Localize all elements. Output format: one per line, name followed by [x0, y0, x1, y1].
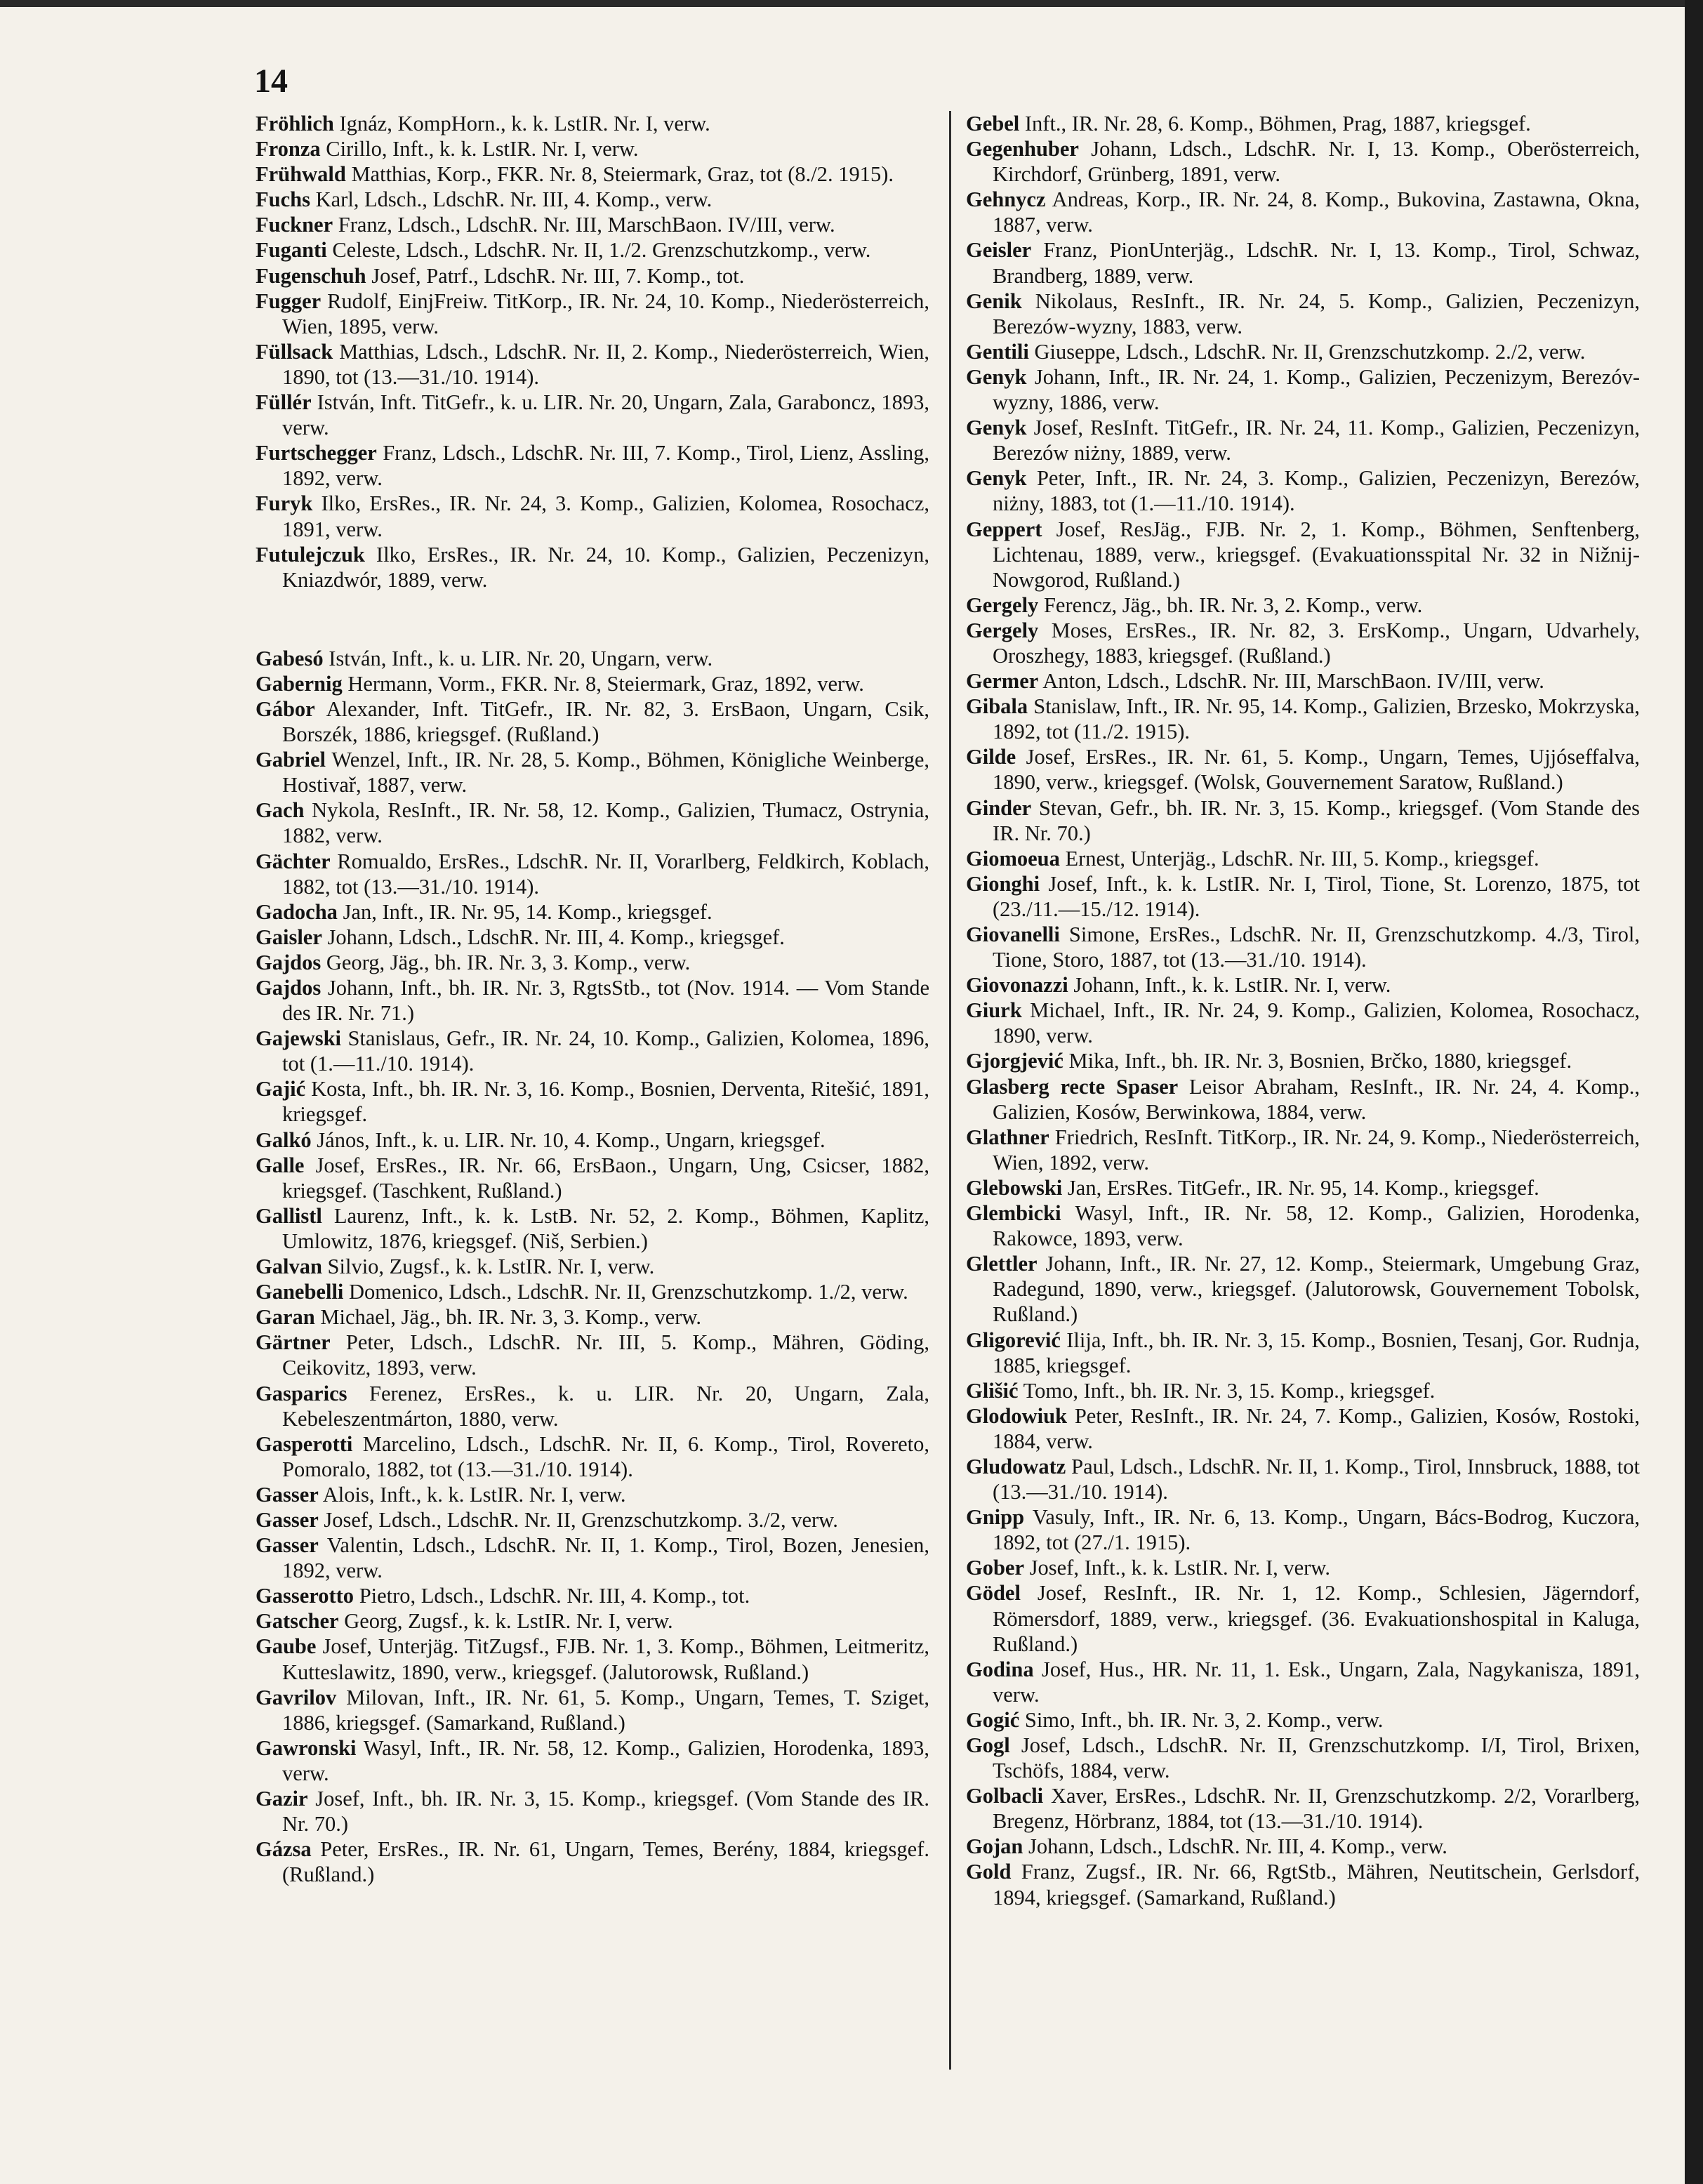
- entry-details: Johann, Inft., bh. IR. Nr. 3, RgtsStb., tot (Nov. 1914. — Vom Stande des IR. Nr. 71.): [282, 976, 930, 1026]
- list-entry: [256, 542, 929, 593]
- entry-surname: Füllsack: [256, 339, 333, 364]
- entry-details: Peter, ResInft., IR. Nr. 24, 7. Komp., Galizien, Kosów, Rostoki, 1884, verw.: [993, 1403, 1640, 1453]
- entry-surname: Gludowatz: [966, 1454, 1066, 1478]
- entry-surname: Godina: [966, 1657, 1034, 1681]
- entry-details: Ilko, ErsRes., IR. Nr. 24, 10. Komp., Galizien, Peczenizyn, Kniazdwór, 1889, verw.: [282, 542, 929, 592]
- list-entry: [256, 1381, 929, 1431]
- list-entry: [966, 846, 1640, 871]
- entry-surname: Gallistl: [256, 1203, 322, 1228]
- entry-surname: Gawronski: [256, 1735, 357, 1760]
- list-entry: [256, 1583, 929, 1608]
- list-entry: [966, 1783, 1640, 1834]
- list-entry: [966, 618, 1640, 668]
- entry-surname: Gärtner: [256, 1330, 331, 1355]
- entry-surname: Gebel: [966, 112, 1020, 135]
- list-entry: [966, 1555, 1640, 1580]
- entry-surname: Fuchs: [256, 187, 310, 212]
- entry-surname: Fuganti: [256, 238, 327, 263]
- entry-details: Silvio, Zugsf., k. k. LstIR. Nr. I, verw.: [327, 1255, 655, 1279]
- entry-surname: Fugenschuh: [256, 263, 366, 288]
- entry-details: Josef, Inft., bh. IR. Nr. 3, 15. Komp., kriegsgef. (Vom Stande des IR. Nr. 70.): [282, 1787, 929, 1836]
- entry-surname: Gasperotti: [256, 1431, 353, 1456]
- entry-surname: Fugger: [256, 289, 322, 313]
- entry-details: Peter, ErsRes., IR. Nr. 61, Ungarn, Temes, Berény, 1884, kriegsgef. (Rußland.): [282, 1837, 929, 1887]
- entry-details: Georg, Zugsf., k. k. LstIR. Nr. I, verw.: [344, 1609, 673, 1634]
- entry-details: Celeste, Ldsch., LdschR. Nr. II, 1./2. Grenzschutzkomp., verw.: [332, 238, 871, 263]
- entry-surname: Gatscher: [256, 1609, 339, 1634]
- entry-surname: Golbacli: [966, 1784, 1044, 1808]
- list-entry: [966, 1657, 1640, 1707]
- entry-details: Josef, Inft., k. k. LstIR. Nr. I, Tirol, Tione, St. Lorenzo, 1875, tot (23./11.—15./12. 1914).: [993, 871, 1641, 921]
- list-entry: [256, 491, 929, 541]
- entry-details: Josef, ErsRes., IR. Nr. 66, ErsBaon., Ungarn, Ung, Csicser, 1882, kriegsgef. (Taschkent, Rußland.): [282, 1153, 929, 1203]
- entry-surname: Gligorević: [966, 1328, 1061, 1352]
- right-column: [966, 111, 1640, 1910]
- entry-details: Rudolf, EinjFreiw. TitKorp., IR. Nr. 24, 10. Komp., Niederösterreich, Wien, 1895, verw.: [282, 289, 930, 338]
- entry-surname: Genyk: [966, 364, 1027, 389]
- entry-details: Johann, Ldsch., LdschR. Nr. III, 4. Komp., verw.: [1028, 1834, 1447, 1859]
- entry-details: Andreas, Korp., IR. Nr. 24, 8. Komp., Bukovina, Zastawna, Okna, 1887, verw.: [993, 187, 1640, 237]
- left-column: [256, 111, 929, 1887]
- entry-surname: Gabesó: [256, 646, 324, 670]
- entry-details: Johann, Inft., IR. Nr. 27, 12. Komp., Steiermark, Umgebung Graz, Radegund, 1890, verw., kriegsgef. (Jalutorowsk, Gouvernement Tobolsk, Rußland.): [993, 1252, 1641, 1327]
- list-entry: [966, 1048, 1640, 1073]
- entry-surname: Gehnycz: [966, 187, 1046, 212]
- list-entry: [256, 1634, 929, 1684]
- entry-details: Ernest, Unterjäg., LdschR. Nr. III, 5. Komp., kriegsgef.: [1065, 846, 1539, 871]
- entry-details: Vasuly, Inft., IR. Nr. 6, 13. Komp., Ungarn, Bács-Bodrog, Kuczora, 1892, tot (27./1. 1915).: [993, 1505, 1640, 1555]
- scan-edge-top: [0, 0, 1703, 7]
- entry-details: Inft., IR. Nr. 28, 6. Komp., Böhmen, Prag, 1887, kriegsgef.: [1024, 112, 1531, 135]
- entry-details: János, Inft., k. u. LIR. Nr. 10, 4. Komp., Ungarn, kriegsgef.: [317, 1127, 826, 1152]
- list-entry: [256, 1431, 929, 1482]
- entry-surname: Ginder: [966, 795, 1032, 820]
- entry-surname: Gaube: [256, 1634, 317, 1659]
- entry-details: Simo, Inft., bh. IR. Nr. 3, 2. Komp., verw.: [1024, 1707, 1384, 1732]
- list-entry: [256, 975, 929, 1026]
- entry-details: Simone, ErsRes., LdschR. Nr. II, Grenzschutzkomp. 4./3, Tirol, Tione, Storo, 1887, tot (13.—31./10. 1914).: [993, 922, 1640, 972]
- column-divider: [949, 111, 951, 2070]
- entry-surname: Gilde: [966, 745, 1016, 769]
- entry-surname: Gázsa: [256, 1837, 312, 1862]
- entry-details: Paul, Ldsch., LdschR. Nr. II, 1. Komp., Tirol, Innsbruck, 1888, tot (13.—31./10. 1914).: [993, 1454, 1640, 1504]
- entry-surname: Genik: [966, 289, 1022, 313]
- list-entry: [256, 1685, 929, 1735]
- list-entry: [966, 1074, 1640, 1125]
- entry-surname: Gaisler: [256, 925, 322, 949]
- entry-surname: Furyk: [256, 491, 313, 516]
- entry-surname: Giurk: [966, 998, 1022, 1023]
- list-entry: [966, 415, 1640, 465]
- entry-details: Ilko, ErsRes., IR. Nr. 24, 3. Komp., Galizien, Kolomea, Rosochacz, 1891, verw.: [282, 491, 929, 541]
- entry-surname: Glebowski: [966, 1175, 1063, 1200]
- list-entry: [256, 237, 929, 263]
- entry-surname: Gach: [256, 798, 305, 823]
- entry-details: Johann, Ldsch., LdschR. Nr. III, 4. Komp., kriegsgef.: [327, 925, 785, 949]
- entry-details: Giuseppe, Ldsch., LdschR. Nr. II, Grenzschutzkomp. 2./2, verw.: [1034, 339, 1586, 364]
- entry-details: Karl, Ldsch., LdschR. Nr. III, 4. Komp., verw.: [315, 187, 713, 212]
- entry-details: Alois, Inft., k. k. LstIR. Nr. I, verw.: [322, 1482, 626, 1507]
- entry-details: Nykola, ResInft., IR. Nr. 58, 12. Komp., Galizien, Tłumacz, Ostrynia, 1882, verw.: [282, 798, 930, 848]
- list-entry: [966, 1454, 1640, 1504]
- entry-details: Ignáz, KompHorn., k. k. LstIR. Nr. I, verw.: [339, 112, 710, 135]
- scan-edge-right: [1685, 0, 1703, 2184]
- entry-surname: Glišić: [966, 1378, 1019, 1403]
- entry-details: Jan, Inft., IR. Nr. 95, 14. Komp., kriegsgef.: [343, 899, 713, 924]
- entry-surname: Galkó: [256, 1127, 312, 1152]
- list-entry: [256, 339, 929, 390]
- entry-surname: Fronza: [256, 137, 321, 161]
- list-entry: [256, 696, 929, 747]
- entry-details: Franz, PionUnterjäg., LdschR. Nr. I, 13. Komp., Tirol, Schwaz, Brandberg, 1889, verw.: [993, 238, 1640, 288]
- entry-surname: Gasser: [256, 1482, 319, 1507]
- list-entry: [256, 1076, 929, 1127]
- list-entry: [966, 1200, 1640, 1251]
- entry-surname: Gergely: [966, 618, 1039, 642]
- list-entry: [256, 1608, 929, 1634]
- entry-details: Ilija, Inft., bh. IR. Nr. 3, 15. Komp., Bosnien, Tesanj, Gor. Rudnja, 1885, kriegsgef.: [993, 1328, 1640, 1377]
- list-entry: [256, 899, 929, 925]
- entries-f: [256, 111, 929, 593]
- entry-details: Franz, Ldsch., LdschR. Nr. III, MarschBaon. IV/III, verw.: [338, 213, 835, 237]
- entry-surname: Futulejczuk: [256, 542, 365, 567]
- entry-surname: Gergely: [966, 593, 1039, 617]
- entry-details: Mika, Inft., bh. IR. Nr. 3, Bosnien, Brčko, 1880, kriegsgef.: [1068, 1049, 1572, 1073]
- entry-surname: Gasserotto: [256, 1584, 354, 1608]
- entry-details: István, Inft., k. u. LIR. Nr. 20, Ungarn, verw.: [329, 646, 713, 670]
- entry-surname: Germer: [966, 669, 1039, 694]
- entry-details: Nikolaus, ResInft., IR. Nr. 24, 5. Komp., Galizien, Peczenizyn, Berezów-wyzny, 1883, verw.: [993, 289, 1641, 338]
- entry-details: Ferencz, Jäg., bh. IR. Nr. 3, 2. Komp., verw.: [1043, 593, 1423, 617]
- entry-details: Laurenz, Inft., k. k. LstB. Nr. 52, 2. Komp., Böhmen, Kaplitz, Umlowitz, 1876, kriegsgef. (Niš, Serbien.): [282, 1203, 929, 1253]
- entry-surname: Glettler: [966, 1252, 1038, 1276]
- entry-details: Josef, ResInft., IR. Nr. 1, 12. Komp., Schlesien, Jägerndorf, Römersdorf, 1889, verw., kriegsgef. (36. Evakuationshospital in Kaluga, Rußland.): [993, 1581, 1641, 1656]
- entry-surname: Giovonazzi: [966, 973, 1068, 998]
- entry-details: Josef, Ldsch., LdschR. Nr. II, Grenzschutzkomp. 3./2, verw.: [324, 1507, 838, 1532]
- entry-surname: Galvan: [256, 1255, 322, 1279]
- list-entry: [966, 871, 1640, 922]
- entry-details: Matthias, Ldsch., LdschR. Nr. II, 2. Komp., Niederösterreich, Wien, 1890, tot (13.—31./10. 1914).: [282, 339, 930, 389]
- list-entry: [966, 1175, 1640, 1200]
- entry-details: Josef, ResInft. TitGefr., IR. Nr. 24, 11. Komp., Galizien, Peczenizyn, Berezów niżny, 1889, verw.: [993, 416, 1641, 465]
- list-entry: [966, 744, 1640, 795]
- list-entry: [966, 1328, 1640, 1378]
- entry-surname: Genyk: [966, 466, 1027, 491]
- entry-surname: Gober: [966, 1556, 1025, 1580]
- entry-details: Jan, ErsRes. TitGefr., IR. Nr. 95, 14. Komp., kriegsgef.: [1067, 1175, 1539, 1200]
- entry-details: Hermann, Vorm., FKR. Nr. 8, Steiermark, Graz, 1892, verw.: [347, 671, 864, 696]
- entry-details: Johann, Inft., IR. Nr. 24, 1. Komp., Galizien, Peczenizym, Berezóv-wyzny, 1886, verw.: [993, 364, 1641, 415]
- list-entry: [256, 1330, 929, 1380]
- entry-surname: Giomoeua: [966, 846, 1060, 871]
- entry-surname: Gogić: [966, 1707, 1020, 1732]
- list-entry: [256, 849, 929, 899]
- entry-details: Michael, Inft., IR. Nr. 24, 9. Komp., Galizien, Kolomea, Rosochacz, 1890, verw.: [993, 998, 1641, 1048]
- entry-surname: Gold: [966, 1860, 1012, 1884]
- section-gap: [256, 593, 929, 646]
- list-entry: [966, 289, 1640, 339]
- list-entry: [966, 1403, 1640, 1454]
- entry-details: Josef, Ldsch., LdschR. Nr. II, Grenzschutzkomp. I/I, Tirol, Brixen, Tschöfs, 1884, verw.: [993, 1733, 1640, 1783]
- list-entry: [966, 694, 1640, 744]
- entry-details: Domenico, Ldsch., LdschR. Nr. II, Grenzschutzkomp. 1./2, verw.: [349, 1280, 908, 1304]
- entry-surname: Gabriel: [256, 748, 326, 772]
- entry-surname: Glembicki: [966, 1201, 1061, 1226]
- list-entry: [966, 668, 1640, 694]
- list-entry: [966, 795, 1640, 846]
- entry-details: Marcelino, Ldsch., LdschR. Nr. II, 6. Komp., Tirol, Rovereto, Pomoralo, 1882, tot (13.—31./10. 1914).: [282, 1431, 929, 1481]
- list-entry: [256, 212, 929, 237]
- entry-surname: Gogl: [966, 1733, 1010, 1757]
- entry-details: Anton, Ldsch., LdschR. Nr. III, MarschBaon. IV/III, verw.: [1042, 669, 1544, 694]
- entry-details: Matthias, Korp., FKR. Nr. 8, Steiermark, Graz, tot (8./2. 1915).: [351, 162, 894, 187]
- list-entry: [966, 339, 1640, 364]
- entry-details: Josef, Patrf., LdschR. Nr. III, 7. Komp., tot.: [371, 263, 745, 288]
- list-entry: [966, 998, 1640, 1048]
- entry-details: Josef, Inft., k. k. LstIR. Nr. I, verw.: [1029, 1556, 1330, 1580]
- entry-details: Johann, Ldsch., LdschR. Nr. I, 13. Komp., Oberösterreich, Kirchdorf, Grünberg, 1891, verw.: [993, 137, 1640, 187]
- list-entry: [256, 390, 929, 440]
- list-entry: [966, 1504, 1640, 1555]
- entry-details: Friedrich, ResInft. TitKorp., IR. Nr. 24, 9. Komp., Niederösterreich, Wien, 1892, verw.: [993, 1125, 1641, 1174]
- entry-surname: Gadocha: [256, 899, 338, 924]
- entry-details: Peter, Ldsch., LdschR. Nr. III, 5. Komp., Mähren, Göding, Ceikovitz, 1893, verw.: [282, 1330, 930, 1380]
- entry-details: Wasyl, Inft., IR. Nr. 58, 12. Komp., Galizien, Horodenka, Rakowce, 1893, verw.: [993, 1201, 1640, 1251]
- list-entry: [966, 1125, 1640, 1175]
- entry-surname: Gazir: [256, 1787, 308, 1811]
- list-entry: [966, 364, 1640, 415]
- page-number: 14: [254, 62, 288, 100]
- entry-details: Georg, Jäg., bh. IR. Nr. 3, 3. Komp., verw.: [326, 950, 691, 974]
- list-entry: [256, 161, 929, 187]
- list-entry: [256, 1026, 929, 1076]
- list-entry: [966, 1707, 1640, 1733]
- list-entry: [966, 972, 1640, 998]
- entry-details: Pietro, Ldsch., LdschR. Nr. III, 4. Komp., tot.: [359, 1584, 750, 1608]
- list-entry: [256, 289, 929, 339]
- list-entry: [256, 1482, 929, 1507]
- entry-surname: Gegenhuber: [966, 137, 1079, 161]
- entry-details: Wenzel, Inft., IR. Nr. 28, 5. Komp., Böhmen, Königliche Weinberge, Hostivař, 1887, verw.: [282, 748, 929, 798]
- entry-details: Peter, Inft., IR. Nr. 24, 3. Komp., Galizien, Peczenizyn, Berezów, niżny, 1883, tot (1.—11./10. 1914).: [993, 466, 1640, 516]
- entry-details: Romualdo, ErsRes., LdschR. Nr. II, Vorarlberg, Feldkirch, Koblach, 1882, tot (13.—31./10. 1914).: [282, 849, 929, 899]
- entry-surname: Gächter: [256, 849, 331, 873]
- entry-details: Josef, Unterjäg. TitZugsf., FJB. Nr. 1, 3. Komp., Böhmen, Leitmeritz, Kutteslawitz, 1890, verw., kriegsgef. (Jalutorowsk, Rußland.): [282, 1634, 929, 1684]
- entry-details: Valentin, Ldsch., LdschR. Nr. II, 1. Komp., Tirol, Bozen, Jenesien, 1892, verw.: [282, 1533, 929, 1583]
- entry-details: Stevan, Gefr., bh. IR. Nr. 3, 15. Komp., kriegsgef. (Vom Stande des IR. Nr. 70.): [993, 795, 1640, 845]
- entry-surname: Genyk: [966, 416, 1027, 440]
- entry-details: Leisor Abraham, ResInft., IR. Nr. 24, 4. Komp., Galizien, Kosów, Berwinkowa, 1884, verw.: [993, 1074, 1640, 1124]
- list-entry: [966, 1378, 1640, 1403]
- list-entry: [256, 263, 929, 289]
- entry-surname: Gasser: [256, 1533, 319, 1558]
- list-entry: [256, 1279, 929, 1304]
- list-entry: [256, 798, 929, 848]
- list-entry: [966, 1859, 1640, 1910]
- entry-details: Josef, ErsRes., IR. Nr. 61, 5. Komp., Ungarn, Temes, Ujjóseffalva, 1890, verw., kriegsgef. (Wolsk, Gouvernement Saratow, Rußland.): [993, 745, 1640, 795]
- list-entry: [256, 925, 929, 950]
- entry-details: Stanislaw, Inft., IR. Nr. 95, 14. Komp., Galizien, Brzesko, Mokrzyska, 1892, tot (11./2. 1915).: [993, 694, 1641, 744]
- entry-details: Franz, Zugsf., IR. Nr. 66, RgtStb., Mähren, Neutitschein, Gerlsdorf, 1894, kriegsgef. (Samarkand, Rußland.): [993, 1860, 1640, 1910]
- list-entry: [256, 136, 929, 161]
- entry-details: István, Inft. TitGefr., k. u. LIR. Nr. 20, Ungarn, Zala, Garaboncz, 1893, verw.: [282, 390, 930, 440]
- entry-surname: Gajdos: [256, 950, 322, 974]
- entry-details: Cirillo, Inft., k. k. LstIR. Nr. I, verw.: [326, 137, 639, 161]
- entry-surname: Geppert: [966, 517, 1042, 541]
- list-entry: [966, 237, 1640, 288]
- entry-details: Milovan, Inft., IR. Nr. 61, 5. Komp., Ungarn, Temes, T. Sziget, 1886, kriegsgef. (Samarkand, Rußland.): [282, 1685, 930, 1735]
- list-entry: [966, 1251, 1640, 1327]
- entry-surname: Gasparics: [256, 1381, 347, 1405]
- entry-surname: Füllér: [256, 390, 312, 415]
- entries-right: [966, 111, 1640, 1910]
- list-entry: [966, 136, 1640, 187]
- list-entry: [256, 440, 929, 491]
- entry-surname: Gentili: [966, 339, 1029, 364]
- entry-surname: Ganebelli: [256, 1280, 344, 1304]
- entry-surname: Gajdos: [256, 976, 322, 1000]
- list-entry: [966, 187, 1640, 237]
- list-entry: [256, 1304, 929, 1330]
- entry-details: Michael, Jäg., bh. IR. Nr. 3, 3. Komp., verw.: [320, 1305, 702, 1330]
- entry-details: Franz, Ldsch., LdschR. Nr. III, 7. Komp., Tirol, Lienz, Assling, 1892, verw.: [282, 441, 929, 491]
- entry-surname: Gibala: [966, 694, 1028, 719]
- entry-details: Wasyl, Inft., IR. Nr. 58, 12. Komp., Galizien, Horodenka, 1893, verw.: [282, 1735, 929, 1785]
- entry-details: Alexander, Inft. TitGefr., IR. Nr. 82, 3. ErsBaon, Ungarn, Csik, Borszék, 1886, kriegsgef. (Rußland.): [282, 696, 929, 747]
- list-entry: [256, 1533, 929, 1583]
- list-entry: [966, 1834, 1640, 1859]
- entry-surname: Gajić: [256, 1077, 306, 1101]
- entry-details: Ferenez, ErsRes., k. u. LIR. Nr. 20, Ungarn, Zala, Kebeleszentmárton, 1880, verw.: [282, 1381, 929, 1431]
- entries-g: [256, 646, 929, 1888]
- entry-details: Tomo, Inft., bh. IR. Nr. 3, 15. Komp., kriegsgef.: [1023, 1378, 1436, 1403]
- entry-surname: Gödel: [966, 1581, 1021, 1606]
- list-entry: [966, 517, 1640, 593]
- list-entry: [966, 111, 1640, 136]
- entry-surname: Fuckner: [256, 213, 333, 237]
- list-entry: [256, 1735, 929, 1786]
- entry-surname: Gabernig: [256, 671, 343, 696]
- list-entry: [256, 950, 929, 975]
- entry-surname: Frühwald: [256, 162, 346, 187]
- entry-surname: Fröhlich: [256, 112, 334, 135]
- entry-surname: Giovanelli: [966, 922, 1060, 946]
- entry-surname: Glathner: [966, 1125, 1049, 1149]
- entry-surname: Gasser: [256, 1507, 319, 1532]
- entry-surname: Gavrilov: [256, 1685, 337, 1709]
- entry-details: Josef, ResJäg., FJB. Nr. 2, 1. Komp., Böhmen, Senftenberg, Lichtenau, 1889, verw., kriegsgef. (Evakuationsspital Nr. 32 in Nižnij-Nowgorod, Rußland.): [993, 517, 1641, 592]
- list-entry: [256, 1153, 929, 1203]
- list-entry: [966, 922, 1640, 972]
- list-entry: [256, 187, 929, 212]
- list-entry: [256, 646, 929, 671]
- entry-details: Josef, Hus., HR. Nr. 11, 1. Esk., Ungarn, Zala, Nagykanisza, 1891, verw.: [993, 1657, 1641, 1707]
- list-entry: [256, 671, 929, 696]
- entry-surname: Gojan: [966, 1834, 1023, 1859]
- list-entry: [256, 1786, 929, 1836]
- entry-surname: Garan: [256, 1305, 315, 1330]
- list-entry: [966, 1733, 1640, 1783]
- list-entry: [966, 1580, 1640, 1656]
- entry-surname: Gajewski: [256, 1026, 341, 1051]
- list-entry: [256, 747, 929, 798]
- entry-surname: Gábor: [256, 696, 315, 721]
- list-entry: [256, 111, 929, 136]
- entry-surname: Glasberg recte Spaser: [966, 1074, 1179, 1099]
- entry-surname: Glodowiuk: [966, 1403, 1068, 1428]
- entry-surname: Gionghi: [966, 871, 1040, 896]
- list-entry: [256, 1836, 929, 1887]
- list-entry: [966, 465, 1640, 516]
- list-entry: [256, 1127, 929, 1153]
- entry-surname: Gjorgjević: [966, 1049, 1063, 1073]
- entry-surname: Gnipp: [966, 1505, 1025, 1530]
- list-entry: [256, 1254, 929, 1279]
- list-entry: [966, 593, 1640, 618]
- entry-details: Stanislaus, Gefr., IR. Nr. 24, 10. Komp., Galizien, Kolomea, 1896, tot (1.—11./10. 1914).: [282, 1026, 929, 1076]
- entry-details: Kosta, Inft., bh. IR. Nr. 3, 16. Komp., Bosnien, Derventa, Ritešić, 1891, kriegsgef.: [282, 1077, 929, 1127]
- entry-surname: Geisler: [966, 238, 1032, 263]
- list-entry: [256, 1203, 929, 1254]
- entry-surname: Galle: [256, 1153, 305, 1177]
- entry-surname: Furtschegger: [256, 441, 377, 465]
- list-entry: [256, 1507, 929, 1533]
- entry-details: Johann, Inft., k. k. LstIR. Nr. I, verw.: [1073, 973, 1391, 998]
- entry-details: Xaver, ErsRes., LdschR. Nr. II, Grenzschutzkomp. 2/2, Vorarlberg, Bregenz, Hörbranz, 1884, tot (13.—31./10. 1914).: [993, 1784, 1640, 1834]
- entry-details: Moses, ErsRes., IR. Nr. 82, 3. ErsKomp., Ungarn, Udvarhely, Oroszhegy, 1883, kriegsgef. (Rußland.): [993, 618, 1641, 668]
